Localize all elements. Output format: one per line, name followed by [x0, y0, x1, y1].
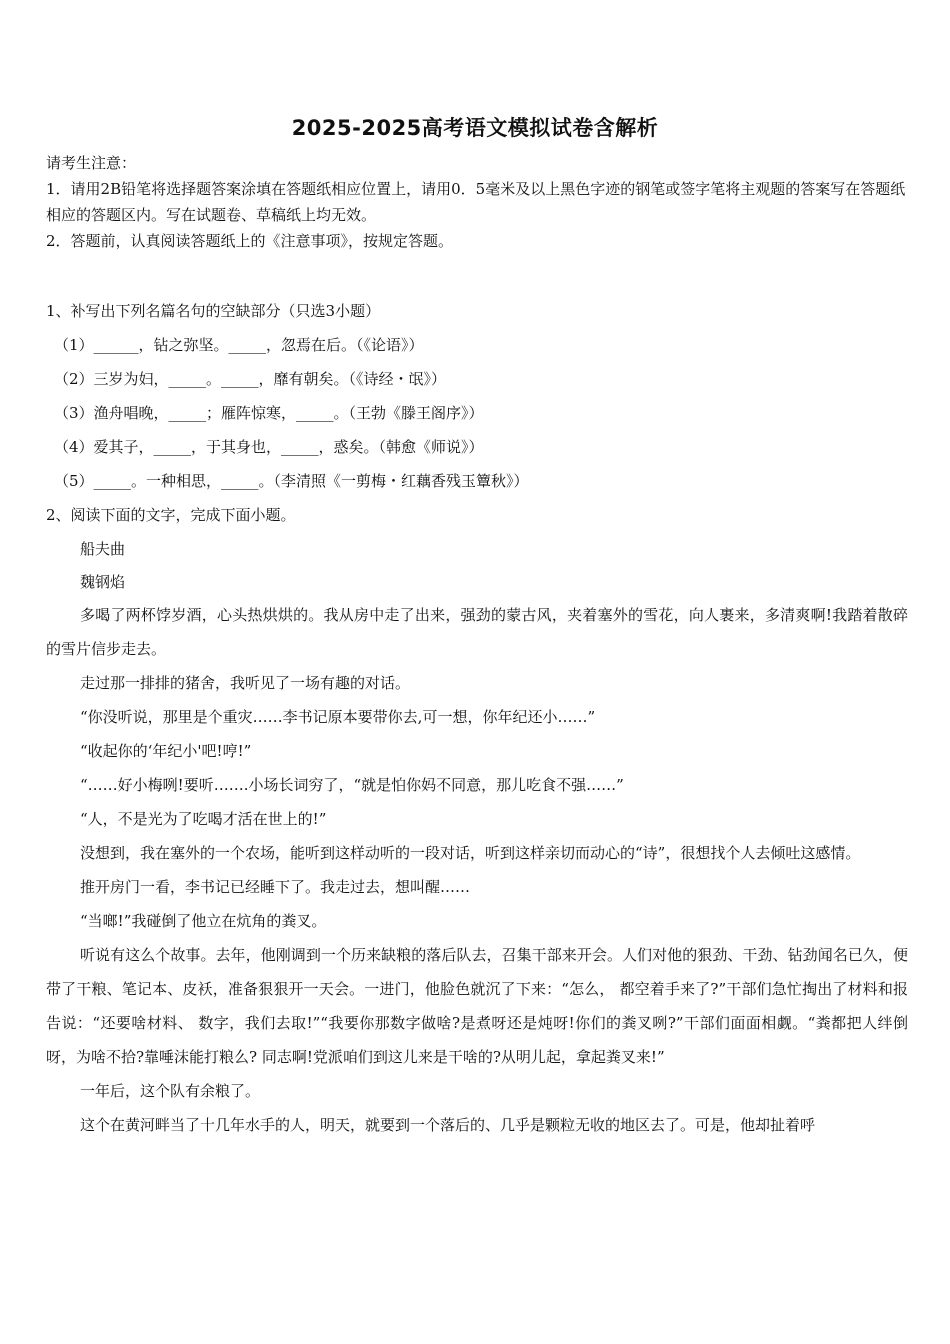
story-author: 魏钢焰	[80, 573, 126, 591]
passage-paragraph: “当啷!”我碰倒了他立在炕角的粪叉。	[80, 912, 327, 930]
fill-blank-item: （5）_____。一种相思，_____。（李清照《一剪梅・红藕香残玉簟秋》）	[54, 472, 529, 490]
passage-paragraph: 这个在黄河畔当了十几年水手的人，明天，就要到一个落后的、几乎是颗粒无收的地区去了。可是，他却扯着呼	[80, 1116, 816, 1134]
notice-heading: 请考生注意：	[46, 154, 137, 172]
fill-blank-item: （4）爱其子，_____，于其身也，_____，惑矣。（韩愈《师说》）	[54, 438, 484, 456]
question-1	[46, 294, 916, 532]
passage-paragraph: “你没听说，那里是个重灾……李书记原本要带你去,可一想，你年纪还小……”	[80, 708, 596, 726]
passage-paragraph: “人，不是光为了吃喝才活在世上的!”	[80, 810, 327, 828]
passage-paragraph: “……好小梅咧!要听…….小场长词穷了，“就是怕你妈不同意，那儿吃食不强……”	[80, 776, 624, 794]
fill-blank-item: （3）渔舟唱晚，_____；雁阵惊寒，_____。（王勃《滕王阁序》）	[54, 404, 484, 422]
passage-paragraph: 推开房门一看，李书记已经睡下了。我走过去，想叫醒……	[80, 878, 471, 896]
fill-blank-item: （2）三岁为妇，_____。_____，靡有朝矣。（《诗经・氓》）	[54, 370, 447, 388]
passage-paragraph: 多喝了两杯饽岁酒，心头热烘烘的。我从房中走了出来，强劲的蒙古风，夹着塞外的雪花，向人裹来，多清爽啊!我踏着散碎的雪片信步走去。	[46, 606, 908, 658]
passage-paragraph: 一年后，这个队有余粮了。	[80, 1082, 261, 1100]
passage-paragraph: 走过那一排排的猪舍，我听见了一场有趣的对话。	[80, 674, 411, 692]
page-title: 2025-2025高考语文模拟试卷含解析	[291, 116, 659, 140]
candidate-notice	[46, 150, 906, 254]
passage-paragraph: “收起你的‘年纪小'吧!哼!”	[80, 742, 252, 760]
passage-paragraph: 没想到，我在塞外的一个农场，能听到这样动听的一段对话，听到这样亲切而动心的“诗”，很想找个人去倾吐这感情。	[80, 844, 861, 862]
notice-item-1: 1．请用2B铅笔将选择题答案涂填在答题纸相应位置上，请用0．5毫米及以上黑色字迹的钢笔或签字笔将主观题的答案写在答题纸相应的答题区内。写在试题卷、草稿纸上均无效。	[46, 180, 906, 224]
question-2-prompt: 2、阅读下面的文字，完成下面小题。	[46, 506, 296, 524]
reading-passage	[46, 532, 908, 1142]
story-title: 船夫曲	[80, 540, 126, 558]
notice-item-2: 2．答题前，认真阅读答题纸上的《注意事项》，按规定答题。	[46, 232, 454, 250]
passage-paragraph: 听说有这么个故事。去年，他刚调到一个历来缺粮的落后队去，召集干部来开会。人们对他的狠劲、干劲、钻劲闻名已久，便带了干粮、笔记本、皮袄，准备狠狠开一天会。一进门，他脸色就沉了下来：“怎么， 都空着手来了?”干部们急忙掏出了材料和报告说：“还要啥材料、 数字，我们去取!”“我要你那数字做啥?是煮呀还是炖呀!你们的粪叉咧?”干部们面面相觑。“粪都把人绊倒呀，为啥不拾?靠唾沫能打粮么? 同志啊!党派咱们到这儿来是干啥的?从明儿起，拿起粪叉来!”	[46, 946, 908, 1066]
fill-blank-item: （1）______，钻之弥坚。_____，忽焉在后。（《论语》）	[54, 336, 424, 354]
question-1-prompt: 1、补写出下列名篇名句的空缺部分（只选3小题）	[46, 302, 381, 320]
